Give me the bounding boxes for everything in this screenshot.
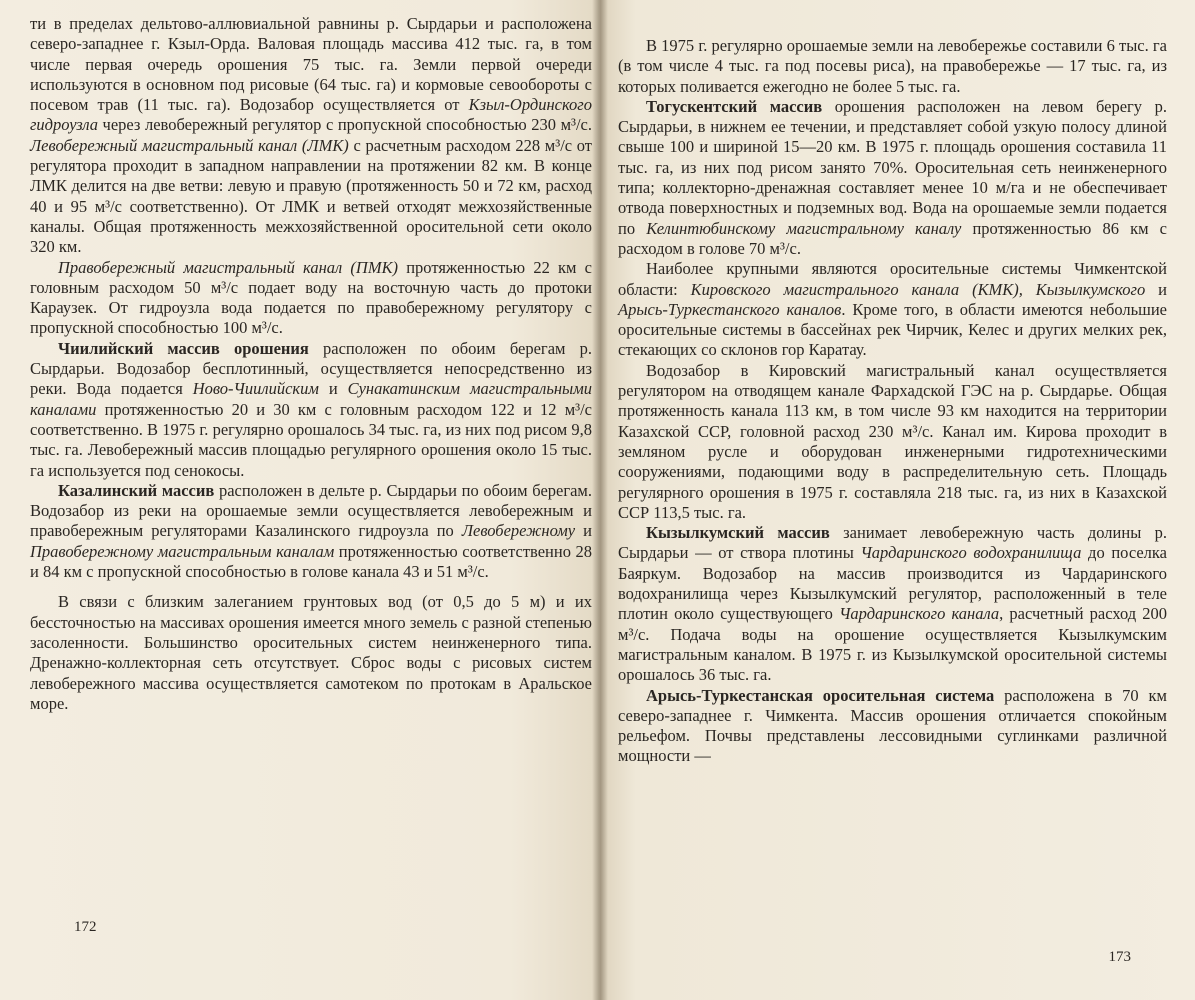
paragraph [618,523,1167,685]
left-page-text [30,14,592,714]
text-run: , расчетный расход 200 м³/с. Подача воды на орошение осуществляется Кызылкумским магистральным каналом. В 1975 г. из Кызылкумской оросительной системы орошалось 36 тыс. га. [618,604,1167,685]
paragraph [30,14,592,258]
paragraph [618,361,1167,523]
italic-term: Чардаринского канала [839,604,1000,624]
bold-heading: Арысь-Туркестанская оросительная система [646,685,995,705]
text-run: протяженностью 86 км с расходом в голове 70 м³/с. [618,218,1167,258]
italic-term: Ново-Чиилийским [192,379,319,399]
paragraph [618,686,1167,767]
italic-term: Кировского магистрального канала (КМК), Кызылкумского [690,279,1146,299]
bold-heading: Тогускентский массив [646,96,823,116]
right-page-number: 173 [1108,949,1131,965]
paragraph [618,36,1167,97]
bold-heading: Чиилийский массив орошения [58,338,309,358]
text-run: расположен в дельте р. Сырдарьи по обоим берегам. Водозабор из реки на орошаемые земли осуществляется левобережным и правобережным регуляторами Казалинского гидроузла по [30,480,592,541]
italic-term: Левобережному [461,521,576,541]
paragraph [30,481,592,582]
left-page-number: 172 [74,919,97,935]
right-page [600,0,1195,1000]
italic-term: Правобережному магистральным каналам [30,541,335,561]
text-run: Водозабор в Кировский магистральный канал осуществляется регулятором на отводящем канале Фархадской ГЭС на р. Сырдарье. Общая протяженность канала 113 км, в том числе 93 км находится на территории Казахской ССР, головной расход 230 м³/с. Канал им. Кирова проходит в земляном русле и оборудован инженерными гидротехническими сооружениями, подающими воду в распределительную сеть. Площадь регулярного орошения в 1975 г. составляла 218 тыс. га, из них в Казахской ССР 113,5 тыс. га. [618,360,1167,522]
paragraph [30,258,592,339]
text-run: и [318,379,348,399]
paragraph [30,339,592,481]
text-run: расположен по обоим берегам р. Сырдарьи. Водозабор бесплотинный, осуществляется непосредственно из реки. Вода подается [30,338,592,399]
italic-term: Арысь-Туркестанского каналов [618,299,842,319]
text-run: протяженностью 22 км с головным расходом 50 м³/с подает воду на восточную часть до протоки Караузек. От гидроузла вода подается по правобережному регулятору с пропускной способностью 100 м³/с. [30,257,592,338]
text-run: ти в пределах дельтово-аллювиальной равнины р. Сырдарьи и расположена северо-западнее г. Кзыл-Орда. Валовая площадь массива 412 тыс. га, в том числе первая очередь орошения 75 тыс. га. Земли первой очереди используются в основном под рисовые (64 тыс. га) и кормовые севообороты с посевом трав (11 тыс. га). Водозабор осуществляется от [30,14,592,115]
text-run: с расчетным расходом 228 м³/с от регулятора проходит в западном направлении на протяжении 82 км. В конце ЛМК делится на две ветви: левую и правую (протяженность 50 и 72 км, расход 40 и 95 м³/с соответственно). От ЛМК и ветвей отходят межхозяйственные каналы. Общая протяженность межхозяйственной оросительной сети около 320 км. [30,135,593,257]
text-run: и [1145,279,1167,299]
text-run: занимает левобережную часть долины р. Сырдарьи — от створа плотины [618,523,1167,563]
right-page-text [618,36,1167,767]
text-run: и [575,521,592,541]
italic-term: Сунакатинским магистральными каналами [30,379,592,419]
bold-heading: Кызылкумский массив [646,523,830,543]
text-run: Наиболее крупными являются оросительные системы Чимкентской области: [618,259,1167,299]
text-run: В связи с близким залеганием грунтовых вод (от 0,5 до 5 м) и их бессточностью на массивах орошения имеется много земель с разной степенью засоленности. Большинство оросительных систем неинженерного типа. Дренажно-коллекторная сеть отсутствует. Сброс воды с рисовых систем левобережного массива осуществляется самотеком по протокам в Аральское море. [30,592,592,713]
italic-term: Левобережный магистральный канал (ЛМК) [30,135,349,155]
book-gutter [592,0,608,1000]
italic-term: Правобережный магистральный канал (ПМК) [58,257,399,277]
text-run: В 1975 г. регулярно орошаемые земли на левобережье составили 6 тыс. га (в том числе 4 тыс. га под посевы риса), на правобережье — 17 тыс. га, из которых поливается ежегодно не более 5 тыс. га. [618,36,1167,96]
text-run: до поселка Баяркум. Водозабор на массив производится из Чардаринского водохранилища через Кызылкумский регулятор, расположенный в теле плотин около существующего [618,543,1167,624]
paragraph [618,259,1167,360]
text-run: расположена в 70 км северо-западнее г. Чимкента. Массив орошения отличается спокойным рельефом. Почвы представлены лессовидными суглинками различной мощности — [618,685,1167,766]
text-run: . Кроме того, в области имеются небольшие оросительные системы в бассейнах рек Чирчик, Келес и других мелких рек, стекающих со склонов гор Каратау. [618,299,1167,360]
paragraph [30,592,592,714]
italic-term: Келинтюбинскому магистральному каналу [646,218,962,238]
text-run: протяженностью соответственно 28 и 84 км с пропускной способностью в голове канала 43 и 51 м³/с. [30,541,592,582]
italic-term: Кзыл-Ординского гидроузла [30,95,592,135]
italic-term: Чардаринского водохранилища [860,543,1082,563]
text-run: протяженностью 20 и 30 км с головным расходом 122 и 12 м³/с соответственно. В 1975 г. регулярно орошалось 34 тыс. га, из них под рисом 9,8 тыс. га. Левобережный массив площадью регулярного орошения около 15 тыс. га используется под сенокосы. [30,399,592,480]
bold-heading: Казалинский массив [58,480,215,500]
paragraph [618,97,1167,259]
text-run: орошения расположен на левом берегу р. Сырдарьи, в нижнем ее течении, и представляет собой узкую полосу длиной свыше 100 и шириной 15—20 км. В 1975 г. площадь орошения составила 11 тыс. га, из них под рисом занято 70%. Оросительная сеть неинженерного типа; коллекторно-дренажная составляет менее 10 м/га и не обеспечивает отвода поверхностных и подземных вод. Вода на орошаемые земли подается по [618,96,1168,238]
text-run: через левобережный регулятор с пропускной способностью 230 м³/с. [97,115,592,135]
